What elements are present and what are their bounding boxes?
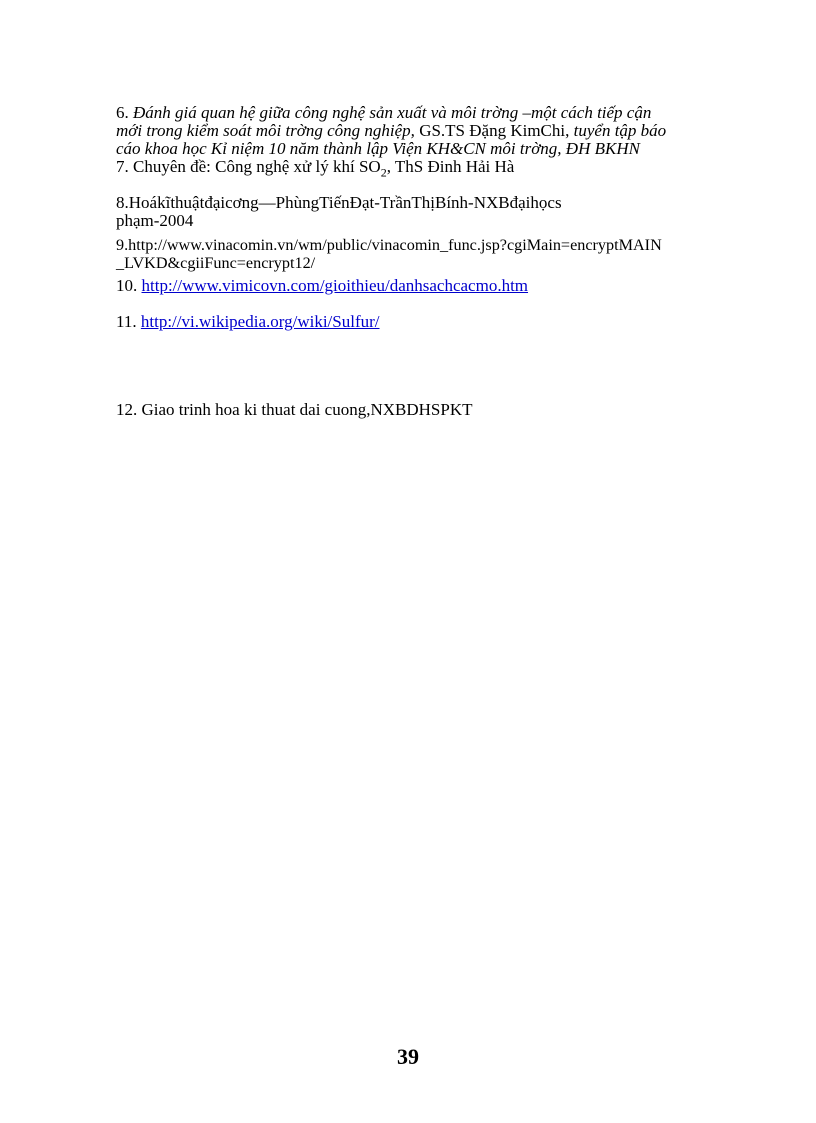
page-number: 39 [397,1044,419,1069]
reference-word: Trần [379,193,412,212]
reference-6 [116,104,732,158]
reference-title: Đánh giá quan hệ giữa công nghệ sản xuất và môi trờng –một cách tiếp cận [133,103,652,122]
reference-number: 10. [116,276,138,295]
reference-word: 8. [116,193,129,212]
reference-word: Phùng [275,193,320,212]
reference-word: NXB [473,193,510,212]
reference-justified-line [116,194,730,212]
subscript: 2 [380,165,387,180]
reference-11 [116,313,732,331]
reference-text: 7. Chuyên đề: Công nghệ xử lý khí SO [116,157,381,176]
reference-word: - [374,193,380,212]
reference-12 [116,401,732,419]
reference-title-continued: mới trong kiểm soát môi trờng công nghiệp, [116,121,415,140]
reference-url-line: 9.http://www.vinacomin.vn/wm/public/vinacomin_func.jsp?cgiMain=encryptMAIN [116,236,662,254]
reference-url-line-continued: _LVKD&cgiiFunc=encrypt12/ [116,254,316,272]
reference-word: Đạt [349,193,375,212]
reference-word: học [530,193,555,212]
reference-text: 12. Giao trinh hoa ki thuat dai cuong,NXBDHSPKT [116,400,473,419]
reference-8 [116,194,732,230]
reference-word: kĩ [157,193,171,212]
reference-source-continued: cáo khoa học Kỉ niệm 10 năm thành lập Viện KH&CN môi trờng, ĐH BKHN [116,139,640,158]
reference-word: — [258,193,276,212]
reference-9 [116,236,732,272]
reference-word: Bính- [435,193,474,212]
reference-word: Tiến [319,193,350,212]
reference-10 [116,277,732,295]
reference-word: đại [204,193,226,212]
reference-text-continued: phạm-2004 [116,211,194,230]
reference-link[interactable]: http://vi.wikipedia.org/wiki/Sulfur/ [140,312,380,331]
reference-link[interactable]: http://www.vimicovn.com/gioithieu/danhsachcacmo.htm [141,276,529,295]
reference-word: thuật [170,193,205,212]
reference-word: cơng [225,193,259,212]
reference-number: 11. [116,312,137,331]
reference-word: s [554,193,562,212]
reference-author: GS.TS Đặng KimChi, [414,121,570,140]
reference-word: đại [509,193,531,212]
reference-7 [116,157,732,180]
reference-word: Thị [411,193,435,212]
reference-author: , ThS Đinh Hải Hà [386,157,515,176]
reference-number: 6. [116,103,129,122]
reference-word: Hoá [128,193,158,212]
reference-source: tuyển tập báo [569,121,667,140]
